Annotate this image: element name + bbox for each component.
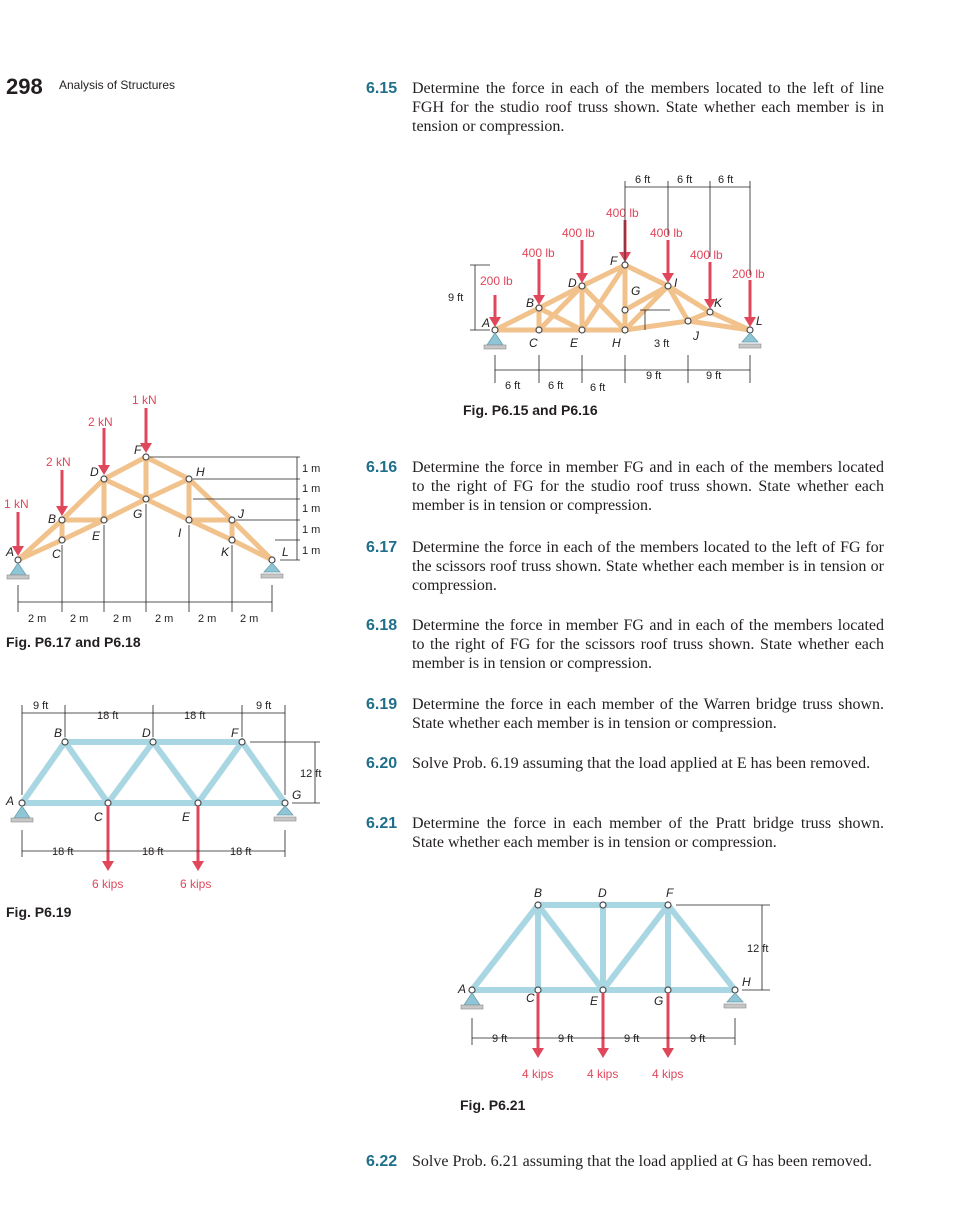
node-label: G [631, 284, 641, 298]
problem-text: Determine the force in each of the members located to the left of line FGH for the studio roof truss shown. State whether each member is in tension or compression. [412, 80, 884, 135]
load-label: 200 lb [732, 267, 765, 281]
load-label: 2 kN [88, 415, 113, 429]
problem-text: Determine the force in each member of the Warren bridge truss shown. State whether each member is in tension or compression. [412, 696, 884, 732]
node-label: C [529, 336, 538, 350]
node-label: F [134, 443, 142, 457]
problem-text: Solve Prob. 6.21 assuming that the load applied at G has been removed. [412, 1153, 872, 1170]
figure-caption: Fig. P6.15 and P6.16 [463, 402, 598, 418]
node-label: G [133, 507, 143, 521]
dimension-label: 9 ft [492, 1033, 508, 1045]
dimension-label: 2 m [28, 613, 47, 625]
scissors-truss-figure [0, 390, 350, 635]
problem-6-18 [366, 616, 884, 673]
node-label: H [742, 975, 751, 989]
dimension-label: 9 ft [33, 700, 49, 712]
load-label: 200 lb [480, 274, 513, 288]
problem-text: Determine the force in member FG and in each of the members located to the right of FG for the scissors roof truss shown. State whether each member is in tension or compression. [412, 617, 884, 672]
dimension-label: 2 m [70, 613, 89, 625]
node-label: A [6, 545, 15, 559]
roller-support-icon [264, 563, 280, 572]
load-label: 400 lb [606, 206, 639, 220]
pin-support-icon [14, 806, 30, 818]
dimension-label: 12 ft [300, 768, 322, 780]
node-label: D [568, 276, 577, 290]
ground-icon [484, 345, 506, 349]
dimension-label: 9 ft [706, 370, 722, 382]
node-label: A [482, 316, 491, 330]
figure-caption: Fig. P6.21 [460, 1097, 526, 1113]
node-label: D [90, 465, 99, 479]
dimension-label: 9 ft [448, 292, 464, 304]
dimension-label: 18 ft [97, 710, 119, 722]
ground-icon [261, 574, 283, 578]
load-label: 400 lb [690, 248, 723, 262]
pratt-truss-figure [450, 880, 800, 1090]
node-label: F [610, 254, 618, 268]
load-label: 400 lb [522, 246, 555, 260]
dimension-label: 6 ft [505, 380, 521, 392]
node-label: K [221, 545, 230, 559]
problem-text: Solve Prob. 6.19 assuming that the load applied at E has been removed. [412, 755, 871, 772]
load-label: 1 kN [4, 497, 29, 511]
scissors-loads [12, 408, 152, 556]
node-label: K [714, 296, 723, 310]
ground-icon [461, 1005, 483, 1009]
node-label: H [612, 336, 621, 350]
dimension-label: 2 m [155, 613, 174, 625]
dimension-label: 1 m [302, 524, 321, 536]
dimension-label: 6 ft [718, 174, 734, 186]
node-label: H [196, 465, 205, 479]
load-label: 4 kips [587, 1067, 619, 1081]
node-label: L [282, 545, 289, 559]
load-label: 4 kips [652, 1067, 684, 1081]
node-label: B [48, 512, 57, 526]
node-label: B [526, 296, 535, 310]
node-label: J [238, 507, 244, 521]
dimension-label: 1 m [302, 463, 321, 475]
roller-support-icon [727, 993, 743, 1002]
pin-support-icon [10, 563, 26, 575]
dimension-label: 9 ft [256, 700, 272, 712]
problem-number: 6.16 [366, 459, 398, 476]
section-title: Analysis of Structures [59, 78, 176, 92]
pin-support-icon [464, 993, 480, 1005]
problem-6-20 [366, 754, 884, 773]
roller-support-icon [742, 333, 758, 342]
load-label: 6 kips [180, 877, 212, 891]
pratt-loads [532, 993, 674, 1058]
node-label: E [182, 810, 191, 824]
node-label: D [142, 726, 151, 740]
node-label: F [231, 726, 239, 740]
load-label: 2 kN [46, 455, 71, 469]
node-label: L [756, 314, 763, 328]
node-label: B [534, 886, 543, 900]
ground-icon [7, 575, 29, 579]
node-label: C [526, 991, 535, 1005]
dimension-label: 2 m [198, 613, 217, 625]
dimension-label: 1 m [302, 545, 321, 557]
dimension-label: 1 m [302, 503, 321, 515]
figure-caption: Fig. P6.17 and P6.18 [6, 634, 141, 650]
dimension-label: 9 ft [624, 1033, 640, 1045]
node-label: A [6, 794, 15, 808]
node-label: G [292, 788, 302, 802]
page-number: 298 [6, 74, 43, 99]
figure-caption: Fig. P6.19 [6, 904, 72, 920]
problem-6-17 [366, 538, 884, 595]
studio-truss-figure [440, 165, 800, 410]
dimension-label: 18 ft [230, 846, 252, 858]
dimension-label: 6 ft [590, 382, 606, 394]
problem-6-16 [366, 458, 884, 515]
problem-text: Determine the force in each of the members located to the left of FG for the scissors roof truss shown. State whether each member is in tension or compression. [412, 539, 884, 594]
ground-icon [724, 1004, 746, 1008]
dimension-label: 9 ft [646, 370, 662, 382]
node-label: G [654, 994, 664, 1008]
problem-number: 6.17 [366, 539, 398, 556]
node-label: C [94, 810, 103, 824]
problem-6-21 [366, 814, 884, 852]
problem-number: 6.21 [366, 815, 398, 832]
ground-icon [274, 817, 296, 821]
problem-number: 6.19 [366, 696, 398, 713]
warren-truss-members [22, 742, 285, 803]
node-label: J [693, 329, 699, 343]
dimension-label: 6 ft [548, 380, 564, 392]
ground-icon [11, 818, 33, 822]
dimension-label: 6 ft [677, 174, 693, 186]
dimension-label: 12 ft [747, 943, 769, 955]
warren-truss-figure [0, 695, 340, 905]
problem-number: 6.20 [366, 755, 398, 772]
problem-6-22 [366, 1152, 884, 1171]
load-label: 1 kN [132, 393, 157, 407]
dimension-label: 2 m [113, 613, 132, 625]
dimension-label: 1 m [302, 483, 321, 495]
node-label: I [674, 276, 678, 290]
node-label: E [590, 994, 599, 1008]
load-label: 400 lb [562, 226, 595, 240]
pin-support-icon [487, 333, 503, 345]
dimension-label: 18 ft [184, 710, 206, 722]
problem-text: Determine the force in each member of the Pratt bridge truss shown. State whether each member is in tension or compression. [412, 815, 884, 851]
dimension-label: 18 ft [142, 846, 164, 858]
problem-text: Determine the force in member FG and in each of the members located to the right of FG for the studio roof truss shown. State whether each member is in tension or compression. [412, 459, 884, 514]
problem-number: 6.22 [366, 1153, 398, 1170]
roller-support-icon [277, 806, 293, 815]
dimension-label: 18 ft [52, 846, 74, 858]
dimension-label: 6 ft [635, 174, 651, 186]
dimension-label: 3 ft [654, 338, 670, 350]
dimension-label: 9 ft [690, 1033, 706, 1045]
dimension-label: 9 ft [558, 1033, 574, 1045]
load-label: 4 kips [522, 1067, 554, 1081]
node-label: B [54, 726, 63, 740]
node-label: I [178, 526, 182, 540]
node-label: C [52, 547, 61, 561]
ground-icon [739, 344, 761, 348]
problem-6-19 [366, 695, 884, 733]
node-label: F [666, 886, 674, 900]
problem-number: 6.18 [366, 617, 398, 634]
node-label: A [458, 982, 467, 996]
problem-6-15 [366, 79, 884, 136]
pratt-truss-members [472, 905, 735, 990]
node-label: E [92, 529, 101, 543]
scissors-truss-members [18, 457, 272, 560]
load-label: 400 lb [650, 226, 683, 240]
node-label: D [598, 886, 607, 900]
load-label: 6 kips [92, 877, 124, 891]
dimension-label: 2 m [240, 613, 259, 625]
problem-number: 6.15 [366, 80, 398, 97]
warren-dimensions [22, 705, 320, 857]
node-label: E [570, 336, 579, 350]
